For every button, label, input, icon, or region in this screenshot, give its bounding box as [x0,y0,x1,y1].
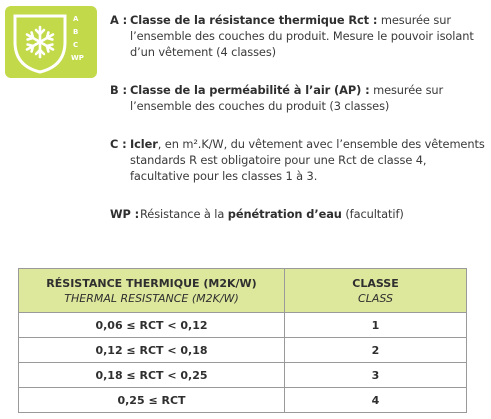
definition-text-before: Résistance à la [140,207,228,221]
header-thermal-resistance-fr: RÉSISTANCE THERMIQUE (M2K/W) [46,276,257,290]
snowflake-shield-icon [5,6,97,78]
range-cell: 0,18 ≤ RCT < 0,25 [19,363,285,388]
table-row [19,313,467,338]
class-cell: 1 [285,313,467,338]
definition-text: , en m².K/W, du vêtement avec l’ensemble des vêtements standards R est obligatoire pour une Rct de classe 4, facultative pour les classes 1 à 3. [130,137,485,183]
table-row [19,338,467,363]
class-cell: 3 [285,363,467,388]
definition-c [110,136,488,184]
header-thermal-resistance [19,269,285,313]
definition-title: Classe de la résistance thermique Rct : [130,13,378,27]
class-cell: 4 [285,388,467,413]
definition-title: Icler [130,137,158,151]
definition-key: WP : [110,207,140,221]
definition-key: A : [110,13,128,27]
cold-protection-logo [5,6,97,78]
definition-key: B : [110,83,127,97]
definition-text-after: (facultatif) [341,207,404,221]
definition-title: Classe de la perméabilité à l’air (AP) : [130,83,370,97]
table-header-row [19,269,467,313]
logo-letter-b: B [73,28,79,36]
range-cell: 0,12 ≤ RCT < 0,18 [19,338,285,363]
header-class-en: CLASS [358,291,393,305]
header-class-fr: CLASSE [352,276,399,290]
header-thermal-resistance-en: THERMAL RESISTANCE (M2K/W) [64,291,239,305]
thermal-resistance-table [18,268,467,413]
definition-wp [110,206,488,222]
table-row [19,388,467,413]
definition-text: mesurée sur l’ensemble des couches du produit. Mesure le pouvoir isolant d’un vêtement (4 classes) [130,13,474,59]
class-cell: 2 [285,338,467,363]
logo-letter-a: A [73,15,79,23]
table-row [19,363,467,388]
definition-b [110,82,488,114]
definition-text: mesurée sur l’ensemble des couches du produit (3 classes) [130,83,444,113]
range-cell: 0,25 ≤ RCT [19,388,285,413]
logo-letter-wp: WP [71,54,84,62]
header-class [285,269,467,313]
definition-a [110,12,488,60]
logo-letter-c: C [73,41,79,49]
definition-key: C : [110,137,127,151]
range-cell: 0,06 ≤ RCT < 0,12 [19,313,285,338]
definition-title: pénétration d’eau [227,207,342,221]
